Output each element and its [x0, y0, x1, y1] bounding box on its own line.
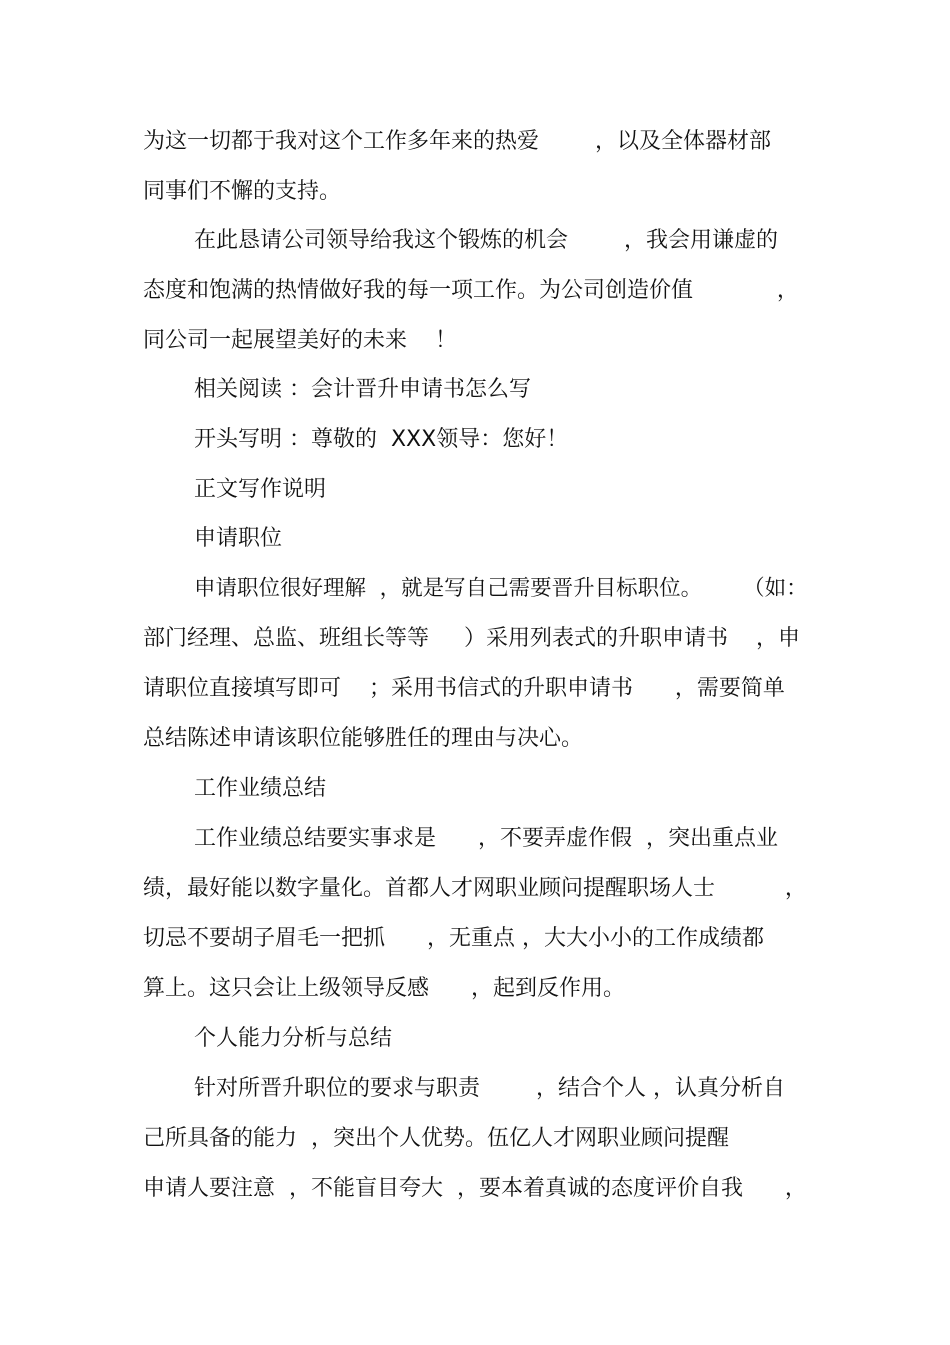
body-text-line: 部门经理、总监、班组长等等 ）采用列表式的升职申请书 ，申 — [143, 626, 800, 651]
body-text-line: 同事们不懈的支持。 — [143, 179, 342, 204]
body-text-line: 申请职位很好理解 ，就是写自己需要晋升目标职位。 （如： — [194, 576, 808, 601]
body-text-line: 为这一切都于我对这个工作多年来的热爱 ，以及全体器材部 — [143, 129, 771, 154]
body-text-line: 同公司一起展望美好的未来 ！ — [143, 328, 457, 353]
body-text-line: 切忌不要胡子眉毛一把抓 ，无重点 ，大大小小的工作成绩都 — [143, 926, 764, 951]
section-heading: 申请职位 — [194, 526, 283, 551]
opening-line: 开头写明 ：尊敬的 XXX领导：您好！ — [194, 427, 569, 452]
body-text-line: 己所具备的能力 ，突出个人优势。伍亿人才网职业顾问提醒 — [143, 1126, 729, 1151]
body-text-line: 申请人要注意 ，不能盲目夸大 ，要本着真诚的态度评价自我 ， — [143, 1176, 807, 1201]
body-text-line: 绩，最好能以数字量化。首都人才网职业顾问提醒职场人士 ， — [143, 876, 807, 901]
body-text-line: 工作业绩总结要实事求是 ，不要弄虚作假 ，突出重点业 — [194, 826, 778, 851]
body-text-line: 总结陈述申请该职位能够胜任的理由与决心。 — [143, 726, 584, 751]
body-text-line: 算上。这只会让上级领导反感 ，起到反作用。 — [143, 976, 625, 1001]
body-text-line: 在此恳请公司领导给我这个锻炼的机会 ，我会用谦虚的 — [194, 228, 778, 253]
section-heading: 正文写作说明 — [194, 477, 327, 502]
body-text-line: 针对所晋升职位的要求与职责 ，结合个人 ，认真分析自 — [194, 1076, 785, 1101]
body-text-line: 态度和饱满的热情做好我的每一项工作。为公司创造价值 ， — [143, 278, 799, 303]
body-text-line: 请职位直接填写即可 ；采用书信式的升职申请书 ，需要简单 — [143, 676, 785, 701]
section-heading: 个人能力分析与总结 — [194, 1026, 393, 1051]
related-reading-line: 相关阅读 ：会计晋升申请书怎么写 — [194, 377, 531, 402]
section-heading: 工作业绩总结 — [194, 776, 327, 801]
